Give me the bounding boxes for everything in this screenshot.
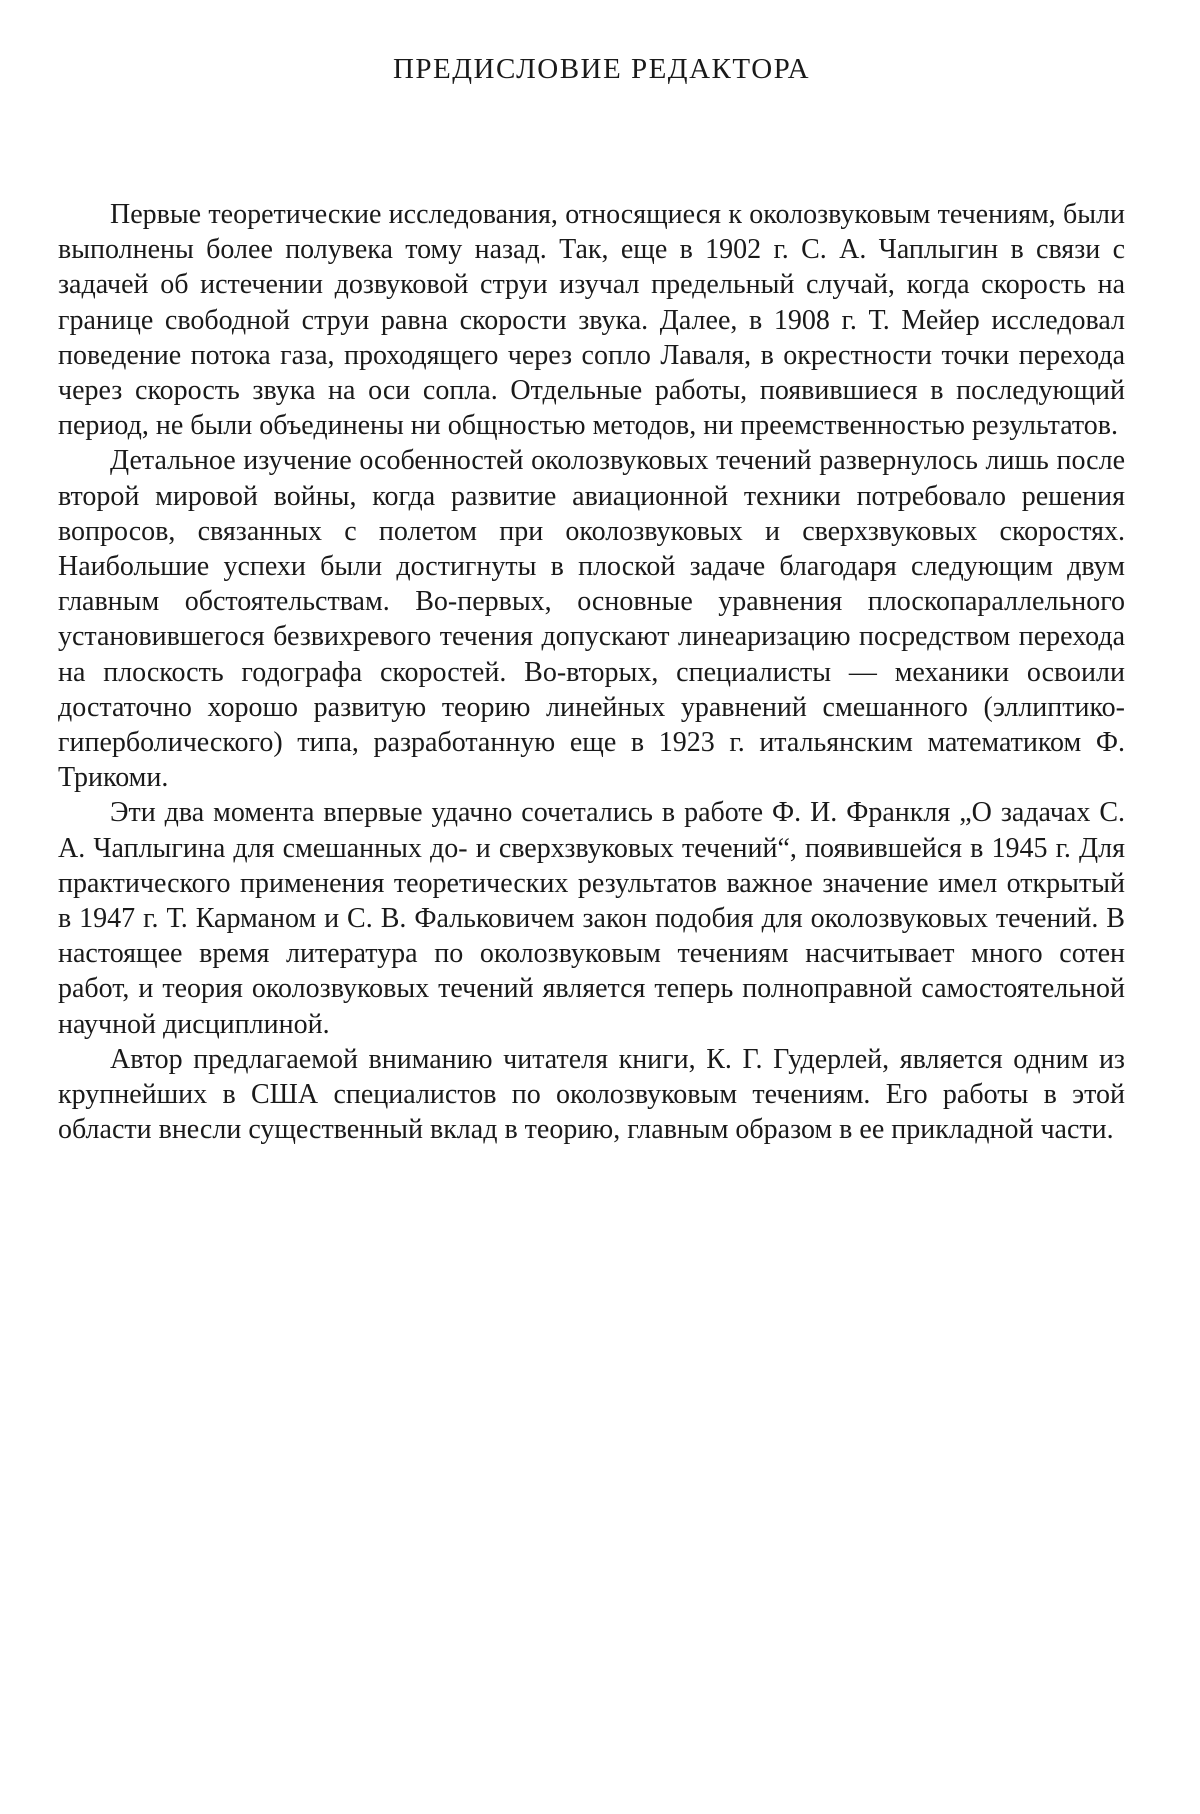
page-title: ПРЕДИСЛОВИЕ РЕДАКТОРА (392, 53, 811, 85)
body-text (58, 197, 1125, 1147)
paragraph-3: Эти два момента впервые удачно сочетались в работе Ф. И. Франкля „О задачах С. А. Чаплыгина для смешанных до- и сверхзвуковых течений“, появившейся в 1945 г. Для практического применения теоретических результатов важное значение имел открытый в 1947 г. Т. Карманом и С. В. Фальковичем закон подобия для околозвуковых течений. В настоящее время литература по околозвуковым течениям насчитывает много сотен работ, и теория околозвуковых течений является теперь полноправной самостоятельной научной дисциплиной. (58, 797, 1125, 1040)
paragraph-1: Первые теоретические исследования, относящиеся к околозвуковым течениям, были выполнены более полувека тому назад. Так, еще в 1902 г. С. А. Чаплыгин в связи с задачей об истечении дозвуковой струи изучал предельный случай, когда скорость на границе свободной струи равна скорости звука. Далее, в 1908 г. Т. Мейер исследовал поведение потока газа, проходящего через сопло Лаваля, в окрестности точки перехода через скорость звука на оси сопла. Отдельные работы, появившиеся в последующий период, не были объединены ни общностью методов, ни преемственностью результатов. (58, 199, 1125, 442)
paragraph-2: Детальное изучение особенностей околозвуковых течений развернулось лишь после второй мировой войны, когда развитие авиационной техники потребовало решения вопросов, связанных с полетом при околозвуковых и сверхзвуковых скоростях. Наибольшие успехи были достигнуты в плоской задаче благодаря следующим двум главным обстоятельствам. Во-первых, основные уравнения плоскопараллельного установившегося безвихревого течения допускают линеаризацию посредством перехода на плоскость годографа скоростей. Во-вторых, специалисты — механики освоили достаточно хорошо развитую теорию линейных уравнений смешанного (эллиптико-гиперболического) типа, разработанную еще в 1923 г. итальянским математиком Ф. Трикоми. (58, 445, 1125, 794)
paragraph-4: Автор предлагаемой вниманию читателя книги, К. Г. Гудерлей, является одним из крупнейших в США специалистов по околозвуковым течениям. Его работы в этой области внесли существенный вклад в теорию, главным образом в ее прикладной части. (58, 1043, 1125, 1146)
